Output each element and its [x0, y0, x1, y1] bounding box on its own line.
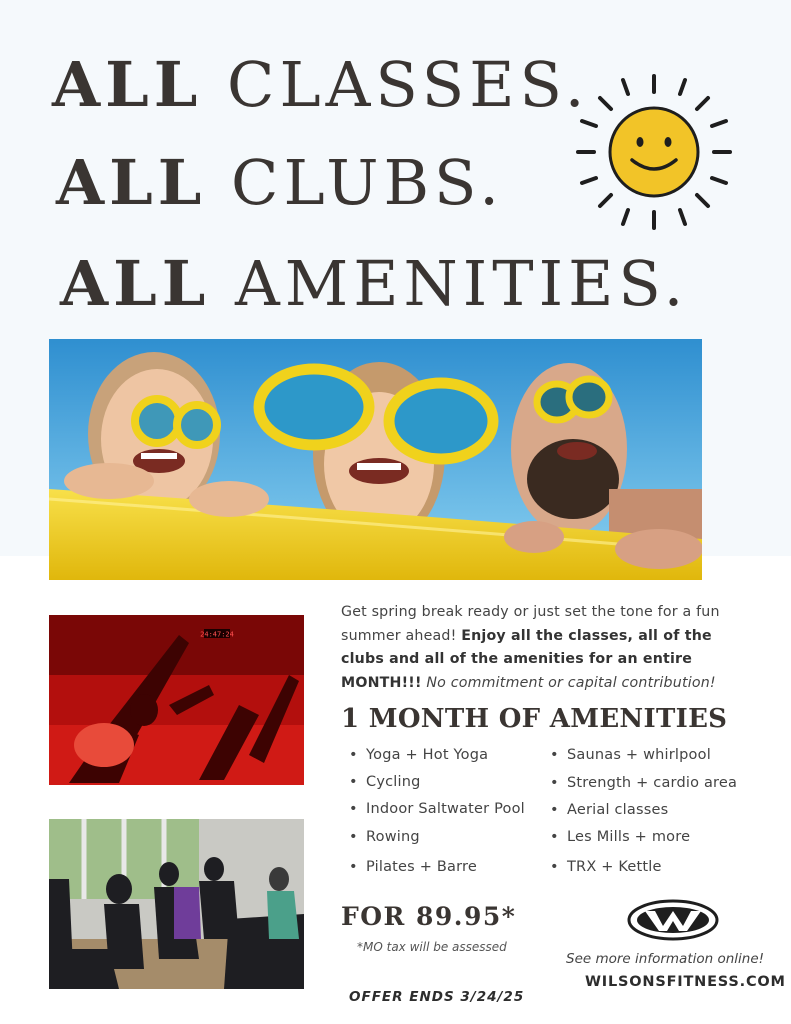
photo-hot-yoga-red-room	[49, 615, 304, 785]
hero-photo-family-sunglasses	[49, 339, 702, 580]
list-item: • Saunas + whirlpool	[550, 747, 711, 763]
intro-bold-text: Enjoy all the classes, all of the clubs and all of the amenities for an entire MONTH!!!	[341, 627, 712, 691]
website-link[interactable]: WILSONSFITNESS.COM	[585, 974, 786, 990]
list-item: • Indoor Saltwater Pool	[349, 801, 525, 817]
headline-line-1: ALL CLASSES.	[52, 48, 590, 121]
more-info-text: See more information online!	[566, 951, 765, 967]
intro-text: Get spring break ready or just set the tone for a fun summer ahead!	[341, 604, 720, 644]
offer-end-date: OFFER ENDS 3/24/25	[349, 989, 525, 1005]
list-item: • Les Mills + more	[550, 829, 691, 845]
headline-line-3: ALL AMENITIES.	[60, 247, 689, 320]
price: FOR 89.95*	[341, 902, 517, 931]
amenities-title: 1 MONTH OF AMENITIES	[341, 704, 728, 734]
tax-note: *MO tax will be assessed	[357, 940, 507, 954]
list-item: • Rowing	[349, 829, 420, 845]
list-item: • Aerial classes	[550, 802, 669, 818]
intro-paragraph	[341, 601, 741, 695]
list-item: • Pilates + Barre	[349, 859, 477, 875]
photo-cycling-class	[49, 819, 304, 989]
smiling-sun-icon	[574, 72, 734, 232]
wilsons-logo-icon	[627, 899, 719, 941]
headline-line-2: ALL CLUBS.	[56, 146, 505, 219]
list-item: • Strength + cardio area	[550, 775, 738, 791]
class-clock: 24:47:24	[200, 630, 234, 639]
intro-italic-text: No commitment or capital contribution!	[421, 674, 716, 691]
list-item: • Cycling	[349, 774, 421, 790]
list-item: • TRX + Kettle	[550, 859, 662, 875]
list-item: • Yoga + Hot Yoga	[349, 747, 489, 763]
